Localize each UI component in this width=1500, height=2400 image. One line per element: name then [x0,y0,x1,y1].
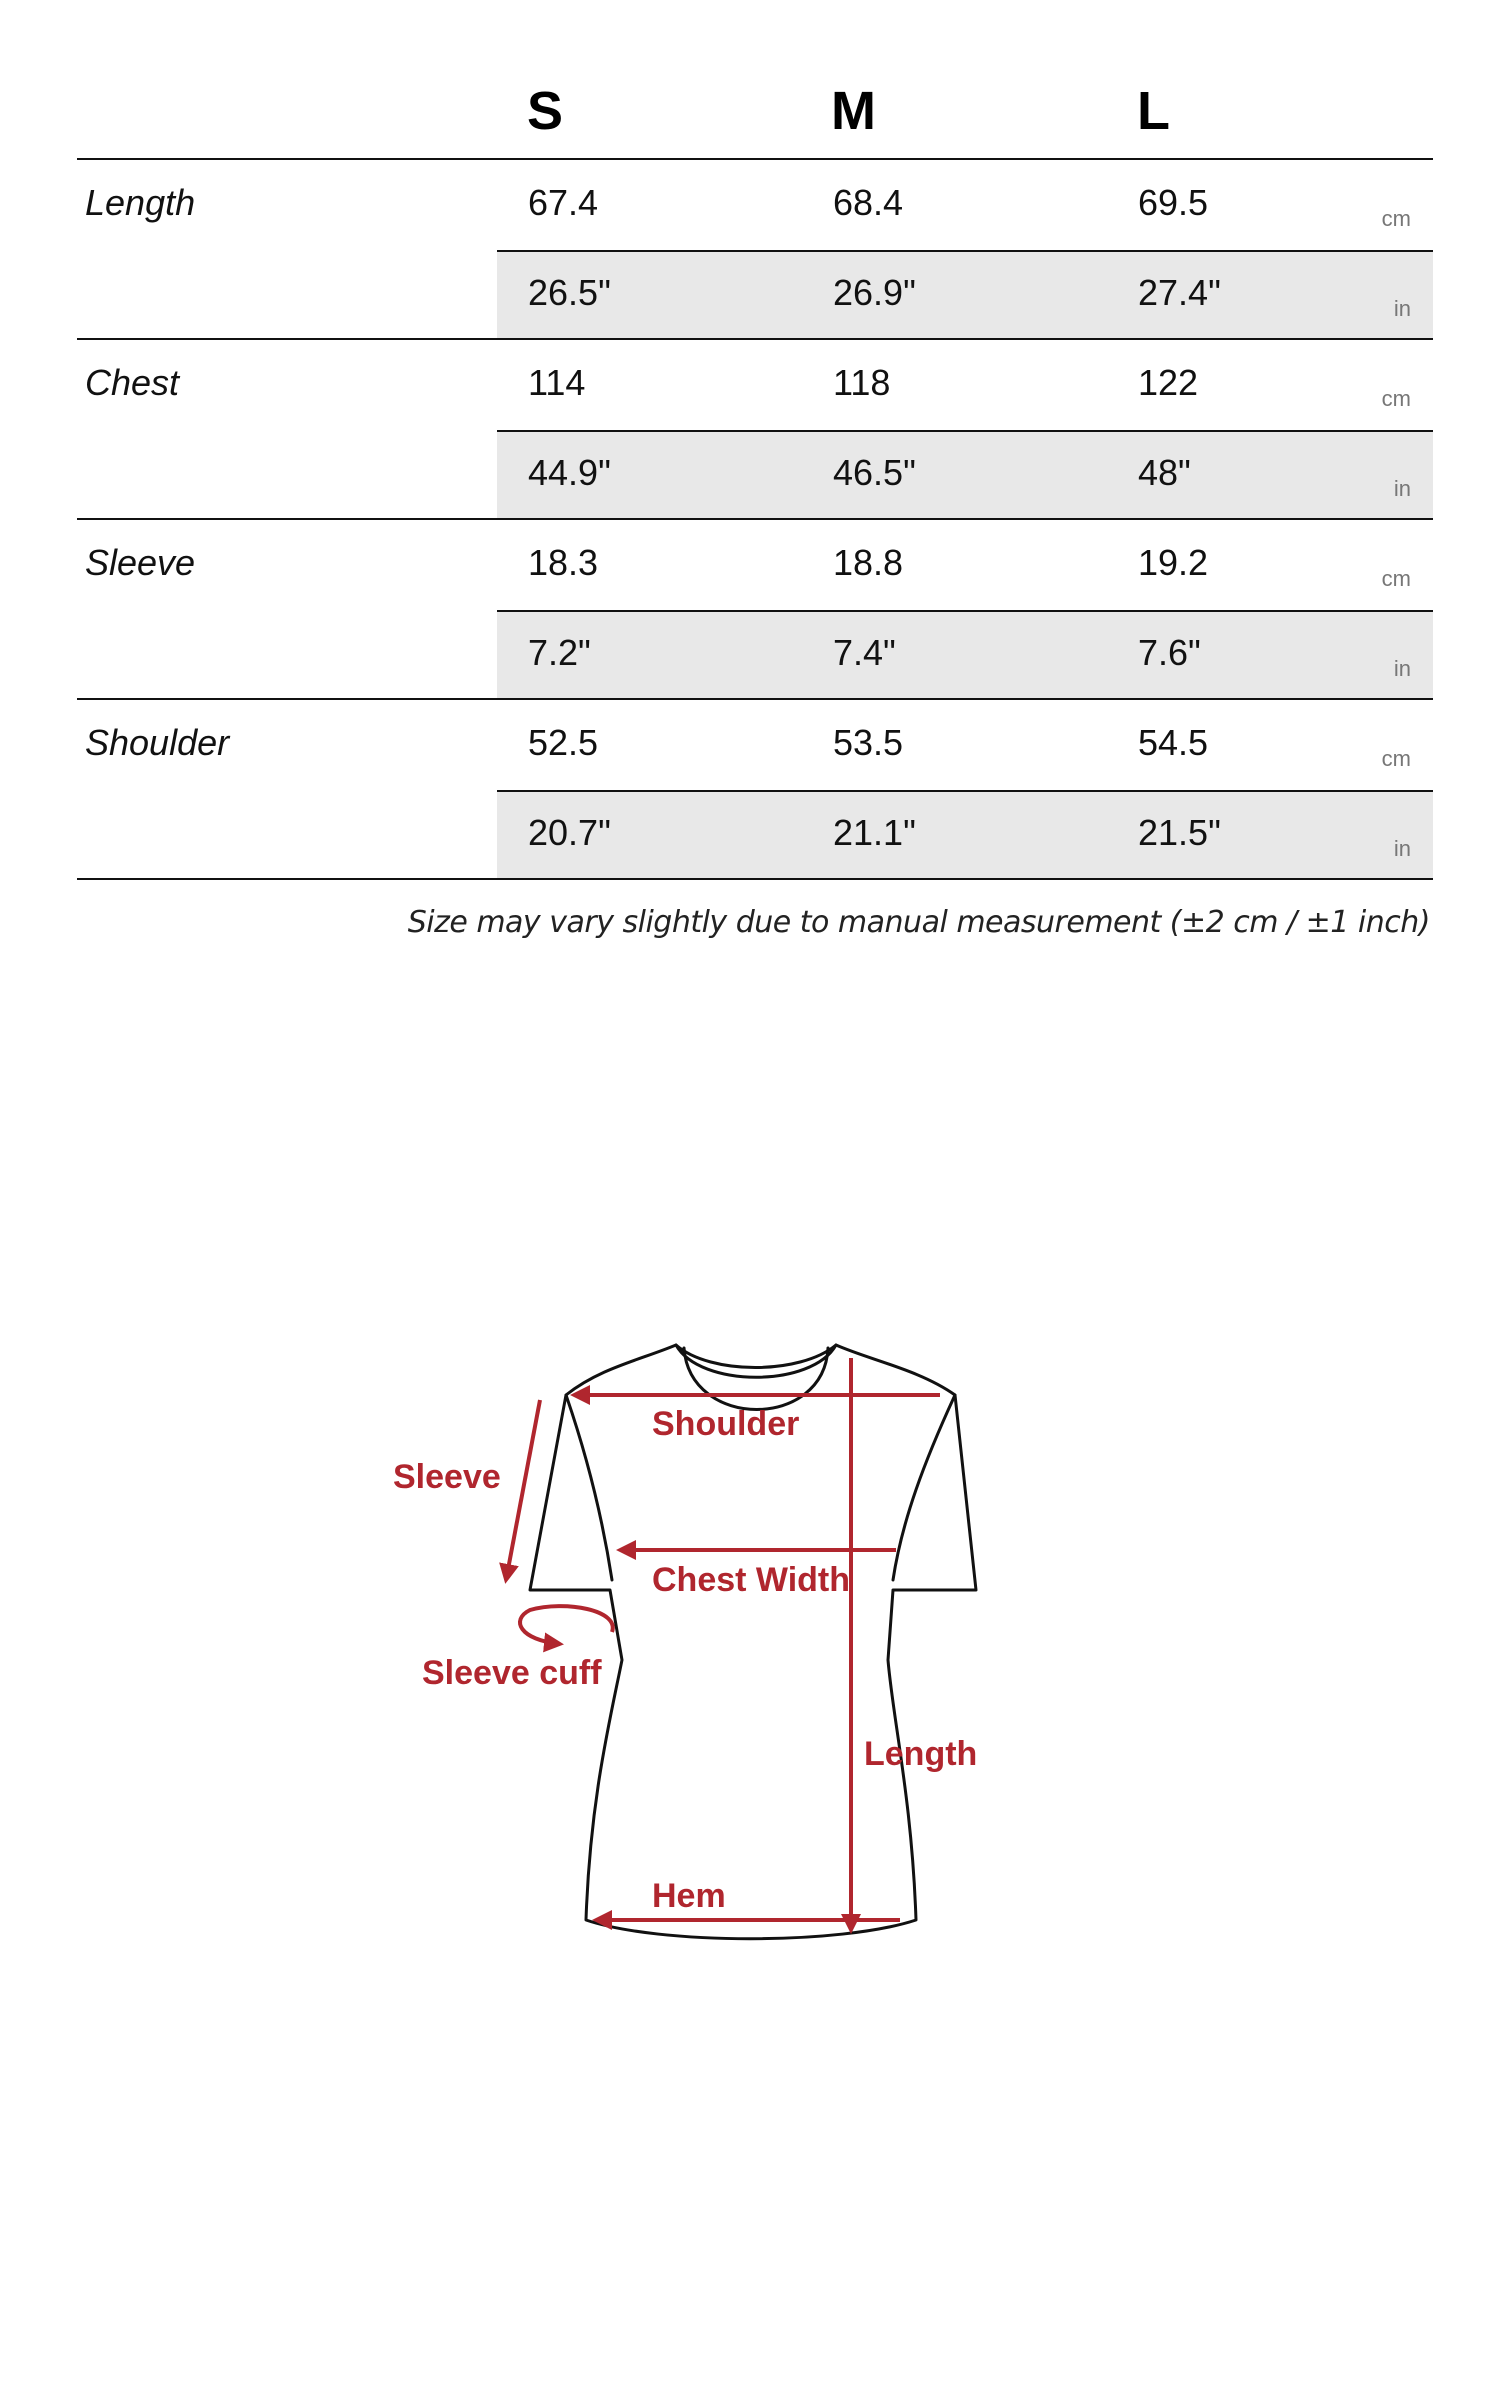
measure-group-shoulder [77,698,1433,880]
table-row [77,250,1433,338]
sleeve-label: Sleeve [393,1458,501,1496]
cell-value: 26.5" [528,272,611,313]
measure-group-length [77,158,1433,338]
size-s-label: S [527,81,564,141]
cell-value: 18.3 [528,542,599,583]
size-m-label: M [831,81,876,141]
cell-value: 21.5" [1138,812,1221,853]
cell-value: 7.2" [528,632,591,673]
row-shading [497,610,1433,698]
size-l-label: L [1137,81,1170,141]
cell-value: 19.2 [1138,542,1209,583]
cell-value: 68.4 [833,182,904,223]
row-shading [497,250,1433,338]
cell-value: 54.5 [1138,722,1209,763]
unit-label-in: in [1393,296,1411,321]
row-shading [497,790,1433,878]
sleeve-cuff-label: Sleeve cuff [422,1654,602,1692]
cell-value: 114 [528,362,586,403]
cell-value: 46.5" [833,452,916,493]
table-row [77,790,1433,878]
table-row [77,700,1433,790]
unit-label-cm: cm [1381,206,1411,231]
cell-value: 122 [1138,362,1199,403]
unit-label-cm: cm [1381,566,1411,591]
measure-group-sleeve [77,518,1433,698]
cell-value: 48" [1138,452,1191,493]
cell-value: 53.5 [833,722,904,763]
size-header [0,0,1500,160]
unit-label-cm: cm [1381,386,1411,411]
measure-name: Length [85,182,196,223]
unit-label-in: in [1393,656,1411,681]
cell-value: 18.8 [833,542,904,583]
cell-value: 52.5 [528,722,599,763]
measure-name: Chest [85,362,180,403]
cell-value: 27.4" [1138,272,1221,313]
table-row [77,610,1433,698]
table-row [77,520,1433,610]
cell-value: 69.5 [1138,182,1209,223]
shoulder-label: Shoulder [652,1405,800,1443]
unit-label-cm: cm [1381,746,1411,771]
cell-value: 67.4 [528,182,599,223]
cell-value: 7.4" [833,632,896,673]
measure-name: Shoulder [85,722,230,763]
sleeve-cuff-arrow [520,1606,613,1644]
tshirt-diagram-graphic [0,1280,1500,2000]
hem-label: Hem [652,1877,726,1915]
table-row [77,160,1433,250]
cell-value: 44.9" [528,452,611,493]
cell-value: 26.9" [833,272,916,313]
cell-value: 20.7" [528,812,611,853]
measurement-footnote: Size may vary slightly due to manual measurement (±2 cm / ±1 inch) [407,905,1430,940]
table-row [77,430,1433,518]
measure-name: Sleeve [85,542,196,583]
table-row [77,340,1433,430]
measure-group-chest [77,338,1433,518]
chest-width-label: Chest Width [652,1561,851,1599]
cell-value: 7.6" [1138,632,1201,673]
cell-value: 118 [833,362,891,403]
cell-value: 21.1" [833,812,916,853]
tshirt-measurement-diagram [0,1280,1500,2000]
unit-label-in: in [1393,476,1411,501]
size-chart-table [77,158,1433,880]
sleeve-arrow [506,1400,540,1580]
row-shading [497,430,1433,518]
unit-label-in: in [1393,836,1411,861]
length-label: Length [864,1735,978,1773]
